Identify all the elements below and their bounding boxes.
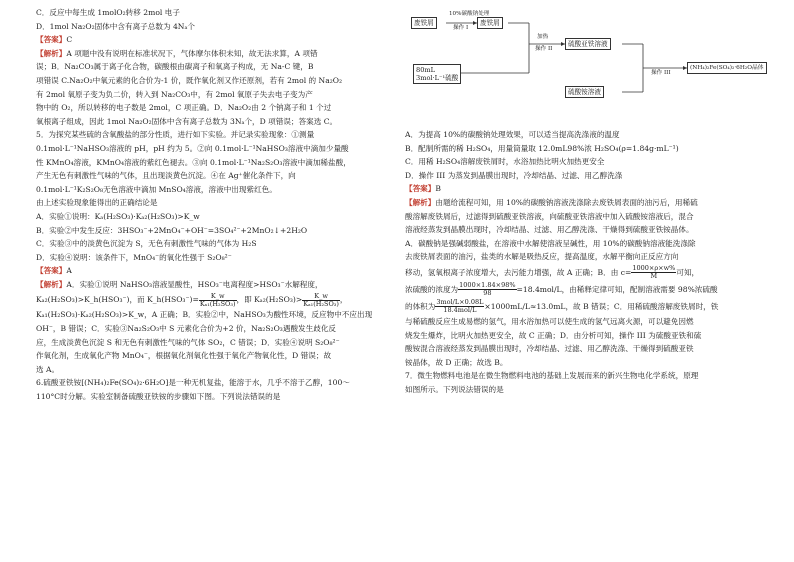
- q5-stem-line: 由上述实验现象能得出的正确结论是: [36, 198, 158, 208]
- q6-option-c: C．用稀 H₂SO₄溶解废铁屑时，水浴加热比明火加热更安全: [405, 157, 605, 167]
- q6-analysis-line: 铵晶体，故 D 正确；故选 B。: [405, 357, 508, 367]
- q6-option-b: B．配制所需的稀 H₂SO₄，用量筒量取 12.0mL98%浓 H₂SO₄(ρ=1.84g·mL⁻¹): [405, 143, 679, 153]
- q6-analysis-line: 溶液经蒸发到晶膜出现时，冷却结晶、过滤、用乙醇洗涤、干燥得到硫酸亚铁铵晶体。: [405, 225, 694, 235]
- label-heating: 加热: [537, 34, 549, 40]
- q5-option-d: D．实验④说明：该条件下，MnO₄⁻的氧化性强于 S₂O₈²⁻: [36, 252, 232, 262]
- q4-analysis-line: 有 2mol 氧原子变为负二价，转入到 Na₂CO₃中，有 2mol 氧原子失去电子变为产: [36, 89, 313, 99]
- label-sodium-carbonate: 10%碳酸钠处理: [449, 11, 490, 17]
- box-product-crystal: (NH₄)₂Fe(SO₄)₂·6H₂O晶体: [687, 62, 767, 74]
- q6-analysis-line: 酸溶解废铁屑后，过滤得到硫酸亚铁溶液，向硫酸亚铁溶液中加入硫酸铵溶液后，混合: [405, 211, 694, 221]
- answer-value: C: [66, 35, 73, 45]
- q5-stem-line: 0.1mol·L⁻¹K₂S₂O₈无色溶液中滴加 MnSO₄溶液，溶液中出现紫红色。: [36, 184, 277, 194]
- q5-stem-line: 5．为探究某些硫的含氧酸盐的部分性质，进行如下实验。并记录实验现象：①测量: [36, 130, 315, 140]
- fraction-concentration-def: $\frac{1000\times\rho\times w\%}{M}$: [632, 264, 676, 281]
- q5-analysis-formula: Kₐ₂(H₂SO₃)>K_h(HSO₃⁻)，而 K_h(HSO₃⁻)= $\frac{K\_w}{\text{Kₐ₁(H₂SO₃)}}$ ，即 Kₐ₂(H₂SO₃)> $\frac{K\_w}{\text{Kₐ₁(H₂SO₃)}}$ ，: [36, 291, 348, 308]
- box-sulfuric-acid: 80mL 3mol·L⁻¹硫酸: [413, 64, 461, 84]
- q5-analysis-line: 作氧化剂，生成氧化产物 MnO₄⁻，根据氧化剂氧化性强于氧化产物氧化性，D 错误；故: [36, 351, 332, 361]
- q4-option-c: C．反应中每生成 1molO₂转移 2mol 电子: [36, 8, 180, 17]
- q6-stem-line: 6.硫酸亚铁铵[(NH₄)₂Fe(SO₄)₂·6H₂O]是一种无机复盐，能溶于水，几乎不溶于乙醇，100～: [36, 378, 350, 388]
- label-op2: 操作 II: [535, 46, 553, 52]
- answer-label: 【答案】: [36, 35, 67, 45]
- q6-analysis-formula-c: 移动，氢氧根离子浓度增大，去污能力增强，故 A 正确；B．由 c= $\frac{1000\times\rho\times w\%}{M}$ 可知，: [405, 264, 700, 281]
- q5-analysis-line: 【解析】A．实验①说明 NaHSO₃溶液显酸性，HSO₃⁻电离程度>HSO₃⁻水解程度，: [36, 279, 323, 289]
- q4-analysis-line: 误；B．Na₂CO₃属于离子化合物，碳酸根由碳离子和氧离子构成，无 Na-C 键，B: [36, 62, 314, 72]
- box-ferrous-sulfate: 硫酸亚铁溶液: [565, 38, 611, 50]
- q6-stem-line: 110°C时分解。实验室制备硫酸亚铁铵的步骤如下图。下列说法错误的是: [36, 392, 281, 402]
- fraction-kh2: $\frac{K\_w}{\text{Kₐ₁(H₂SO₃)}}$: [303, 291, 339, 308]
- q4-analysis-line: 氧根离子组成，因此 1mol Na₂O₂固体中含有离子总数为 3Nₐ个，D 项错误；答案选 C。: [36, 116, 338, 126]
- q5-analysis-line: OH⁻，B 错误；C．实验③Na₂S₂O₃中 S 元素化合价为+2 价，Na₂S₂O₃遇酸发生歧化反: [36, 324, 337, 334]
- q4-option-d: D．1mol Na₂O₂固体中含有离子总数为 4Nₐ个: [36, 21, 195, 31]
- q6-analysis-line: 酸铵混合溶液经蒸发到晶膜出现时，冷却结晶、过滤、用乙醇洗涤、干燥得到硫酸亚铁: [405, 344, 694, 354]
- q5-stem-line: 产生无色有刺激性气味的气体，且出现淡黄色沉淀。④在 Ag⁺催化条件下，向: [36, 171, 296, 181]
- q6-analysis-line: 【解析】由题给流程可知，用 10%的碳酸钠溶液洗涤除去废铁屑表面的油污后，用稀硫: [405, 197, 698, 207]
- q5-option-a: A．实验①说明：Kₐ(H₂SO₃)·Kₐ₂(H₂SO₃)>K_w: [36, 211, 200, 221]
- q5-stem-line: 0.1mol·L⁻¹NaHSO₃溶液的 pH，pH 约为 5。②向 0.1mol·L⁻¹NaHSO₃溶液中滴加少量酸: [36, 143, 349, 153]
- box-waste-iron: 废铁屑: [411, 17, 437, 29]
- fraction-kh: $\frac{K\_w}{\text{Kₐ₁(H₂SO₃)}}$: [199, 291, 236, 308]
- q4-analysis-line: 物中的 O₂，所以转移的电子数是 2mol，C 项正确。D．Na₂O₂由 2 个钠离子和 1 个过: [36, 103, 332, 113]
- q5-analysis-line: 选 A。: [36, 364, 60, 374]
- q6-analysis-line: 烧发生爆炸，比明火加热更安全，故 C 正确；D．由分析可知，操作 III 为硫酸亚铁和硫: [405, 330, 702, 340]
- q5-answer: 【答案】A: [36, 266, 72, 276]
- flow-diagram: [405, 6, 764, 124]
- q6-analysis-formula-conc: 浓硫酸的浓度为 $\frac{1000\times 1.84\times 98\%}{98}$ =18.4mol/L，由稀释定律可知，配制溶液需要 98%浓硫酸: [405, 281, 718, 298]
- q7-stem-line: 7．微生物燃料电池是在微生物燃料电池的基础上发展而来的新兴生物电化学系统，原理: [405, 371, 699, 381]
- q6-analysis-line: 与稀硫酸反应生成易燃的氢气，用水浴加热可以使生成的氢气远离火源，可以避免因燃: [405, 316, 694, 326]
- q7-stem-line: 如图所示。下列说法错误的是: [405, 384, 504, 394]
- q5-option-c: C．实验③中的淡黄色沉淀为 S，无色有刺激性气味的气体为 H₂S: [36, 239, 257, 249]
- box-waste-iron-2: 废铁屑: [477, 17, 503, 29]
- fraction-volume: $\frac{\text{3mol/L×0.08L}}{\text{18.4mol/L}}$: [436, 298, 484, 315]
- box-ammonium-sulfate: 硫酸铵溶液: [565, 86, 604, 98]
- q6-option-a: A．为提高 10%的碳酸钠处理效果，可以适当提高洗涤液的温度: [405, 130, 620, 139]
- left-column: [36, 6, 391, 404]
- q5-stem-line: 性 KMnO₄溶液，KMnO₄溶液的紫红色褪去。③向 0.1mol·L⁻¹Na₂S₂O₃溶液中滴加稀盐酸，: [36, 157, 351, 167]
- label-op1: 操作 I: [453, 25, 469, 31]
- q6-option-d: D．操作 III 为蒸发到晶膜出现时，冷却结晶、过滤、用乙醇洗涤: [405, 170, 623, 180]
- analysis-label: 【解析】: [36, 48, 67, 58]
- q5-option-b: B．实验②中发生反应：3HSO₃⁻+2MnO₄⁻+OH⁻=3SO₄²⁻+2MnO₂↓+2H₂O: [36, 225, 308, 235]
- q5-analysis-line: Kₐ₁(H₂SO₃)·Kₐ₂(H₂SO₃)>K_w，A 正确；B．实验②中，NaHSO₃为酸性环境，反应物中不应出现: [36, 310, 373, 320]
- fraction-concentration-value: $\frac{1000\times 1.84\times 98\%}{98}$: [459, 281, 516, 298]
- q6-analysis-line: A．碳酸钠是强碱弱酸盐，在溶液中水解使溶液呈碱性，用 10%的碳酸钠溶液能洗涤除: [405, 238, 696, 248]
- label-op3: 操作 III: [651, 70, 671, 76]
- q6-analysis-line: 去废铁屑表面的油污，盐类的水解是吸热反应，提高温度，水解平衡向正反应方向: [405, 252, 679, 262]
- q4-analysis-line: 【解析】A 项题中没有说明在标准状况下，气体摩尔体积未知，故无法求算，A 项错: [36, 48, 318, 58]
- q6-answer: 【答案】B: [405, 184, 441, 194]
- q4-analysis-line: 项错误 C.Na₂O₂中氧元素的化合价为-1 价，既作氧化剂又作还原剂，若有 2mol 的 Na₂O₂: [36, 75, 343, 85]
- q5-analysis-line: 应，生成淡黄色沉淀 S 和无色有刺激性气味的气体 SO₂，C 错误；D．实验④说明 S₂O₈²⁻: [36, 337, 340, 347]
- q6-analysis-formula-vol: 的体积为 $\frac{\text{3mol/L×0.08L}}{\text{18.4mol/L}}$ ×1000mL/L≈13.0mL，故 B 错误；C．用稀硫酸溶解废铁屑时，铁: [405, 298, 719, 315]
- q4-answer: [36, 33, 391, 47]
- right-column: [405, 6, 764, 397]
